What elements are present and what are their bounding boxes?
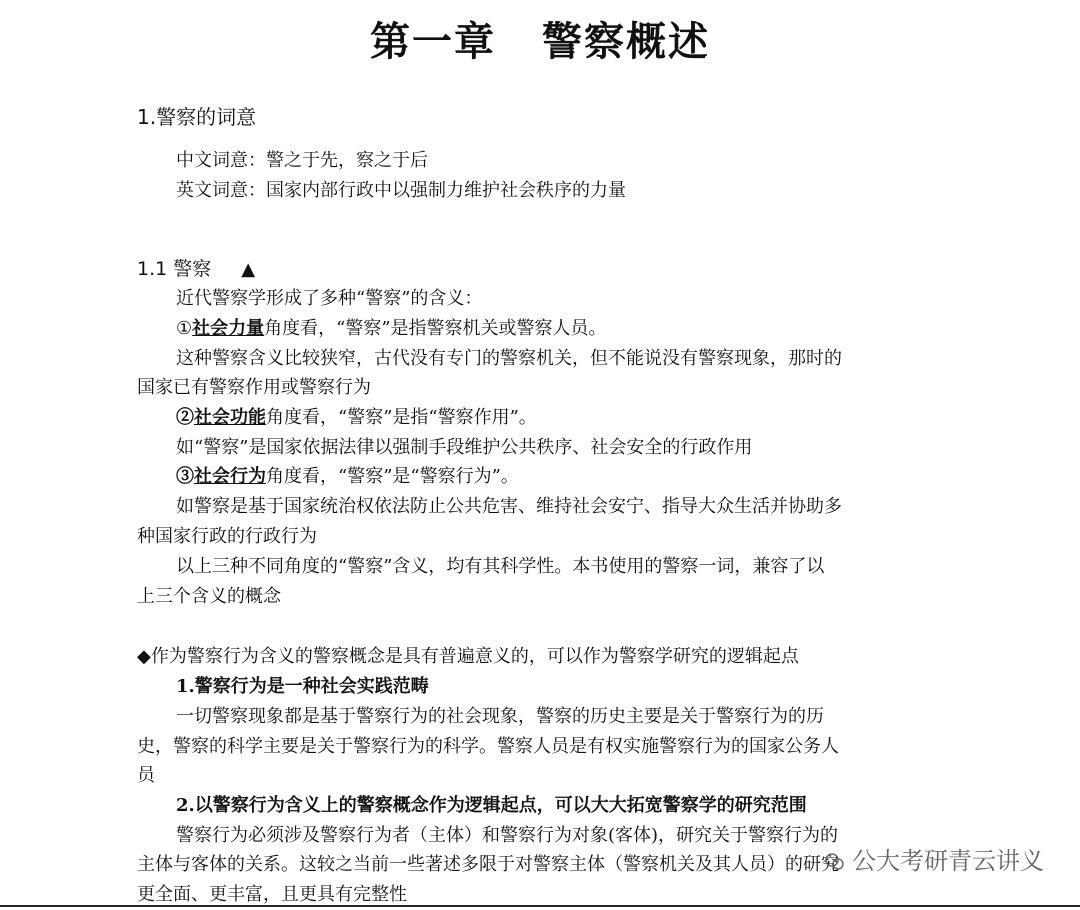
item-text: 角度看，“警察”是“警察行为”。 <box>266 466 519 487</box>
paragraph-line: 如警察是基于国家统治权依法防止公共危害、维持社会安宁、指导大众生活并协助多 <box>176 496 842 517</box>
paragraph-line: 一切警察现象都是基于警察行为的社会现象，警察的历史主要是关于警察行为的历 <box>176 706 824 727</box>
watermark <box>824 846 1044 876</box>
paragraph-line: 史，警察的科学主要是关于警察行为的科学。警察人员是有权实施警察行为的国家公务人 <box>137 736 839 757</box>
item-text: 角度看，“警察”是指警察机关或警察人员。 <box>264 318 607 339</box>
paragraph-line: 更全面、更丰富，且更具有完整性 <box>137 884 407 905</box>
paragraph-line: 主体与客体的关系。这较之当前一些著述多限于对警察主体（警察机关及其人员）的研究 <box>137 854 839 875</box>
chinese-meaning: 中文词意：警之于先，察之于后 <box>176 150 428 171</box>
chapter-name: 警察概述 <box>542 18 710 65</box>
triangle-marker-icon: ▲ <box>241 259 256 280</box>
paragraph-line: 警察行为必须涉及警察行为者（主体）和警察行为对象(客体)，研究关于警察行为的 <box>176 825 839 846</box>
item-text: 角度看，“警察”是指“警察作用”。 <box>266 407 537 428</box>
paragraph-line: 上三个含义的概念 <box>137 586 281 607</box>
english-meaning: 英文词意：国家内部行政中以强制力维护社会秩序的力量 <box>176 180 626 201</box>
wechat-icon <box>824 850 846 872</box>
meaning-item-2 <box>176 405 537 431</box>
diamond-lead: ◆作为警察行为含义的警察概念是具有普遍意义的，可以作为警察学研究的逻辑起点 <box>137 646 799 667</box>
point-heading-1: 1.警察行为是一种社会实践范畴 <box>176 676 429 697</box>
watermark-text: 公大考研青云讲义 <box>852 847 1044 875</box>
bottom-border <box>0 905 1080 907</box>
section-heading-1-1 <box>137 256 255 283</box>
paragraph-line: 以上三种不同角度的“警察”含义，均有其科学性。本书使用的警察一词，兼容了以 <box>176 556 825 577</box>
item-number: ② <box>176 407 194 428</box>
point-heading-2: 2.以警察行为含义上的警察概念作为逻辑起点，可以大大拓宽警察学的研究范围 <box>176 795 807 816</box>
paragraph-line: 国家已有警察作用或警察行为 <box>137 377 371 398</box>
chapter-title <box>0 14 1080 70</box>
paragraph-line: 员 <box>137 765 155 786</box>
paragraph-line: 如“警察”是国家依据法律以强制手段维护公共秩序、社会安全的行政作用 <box>176 437 753 458</box>
section-heading-1: 1.警察的词意 <box>137 105 257 129</box>
item-term: 社会行为 <box>194 466 266 487</box>
item-number: ③ <box>176 466 194 487</box>
chapter-number: 第一章 <box>370 18 496 65</box>
paragraph-line: 这种警察含义比较狭窄，古代没有专门的警察机关，但不能说没有警察现象，那时的 <box>176 348 842 369</box>
item-term: 社会功能 <box>194 407 266 428</box>
item-term: 社会力量 <box>192 318 265 339</box>
meaning-item-3 <box>176 464 519 490</box>
section-heading-1-1-text: 1.1 警察 <box>137 258 212 280</box>
paragraph-line: 种国家行政的行政行为 <box>137 526 317 547</box>
meanings-intro: 近代警察学形成了多种“警察”的含义： <box>176 288 483 309</box>
item-number: ① <box>176 318 193 339</box>
meaning-item-1 <box>176 316 607 342</box>
